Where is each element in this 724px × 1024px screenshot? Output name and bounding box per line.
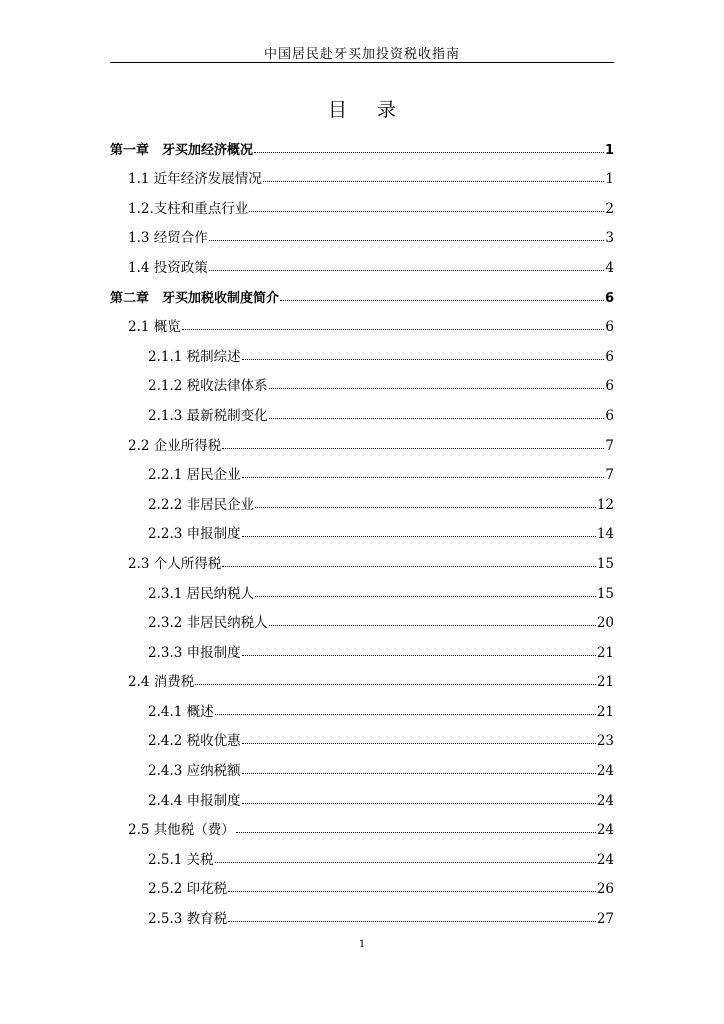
toc-entry[interactable] [110, 515, 614, 545]
toc-entry[interactable] [110, 485, 614, 515]
toc-entry[interactable] [110, 160, 614, 190]
toc-entry-label: 2.4.2 税收优惠 [148, 733, 241, 750]
toc-dot-leader [242, 477, 605, 478]
toc-entry[interactable] [110, 604, 614, 634]
toc-dot-leader [242, 655, 596, 656]
toc-dot-leader [254, 152, 604, 153]
toc-dot-leader [182, 329, 605, 330]
toc-entry-label: 2.3.1 居民纳税人 [148, 585, 255, 602]
toc-dot-leader [242, 743, 596, 744]
toc-entry-page: 1 [605, 171, 614, 188]
toc-entry-label: 2.5.2 印花税 [148, 881, 228, 898]
toc-dot-leader [242, 359, 605, 360]
toc-entry[interactable] [110, 574, 614, 604]
toc-entry-label: 2.2.3 申报制度 [148, 526, 241, 543]
toc-dot-leader [242, 803, 596, 804]
toc-entry[interactable] [110, 278, 614, 308]
toc-dot-leader [249, 211, 604, 212]
toc-entry[interactable] [110, 781, 614, 811]
toc-entry-label: 2.2.1 居民企业 [148, 467, 241, 484]
toc-entry-page: 4 [605, 259, 614, 276]
toc-entry-label: 2.4.1 概述 [148, 703, 214, 720]
toc-entry-page: 26 [596, 881, 614, 898]
toc-entry-page: 2 [605, 200, 614, 217]
toc-entry-label: 2.1 概览 [128, 319, 181, 336]
toc-entry-page: 23 [596, 733, 614, 750]
toc-entry-label: 1.3 经贸合作 [128, 230, 208, 247]
toc-entry[interactable] [110, 456, 614, 486]
toc-entry-page: 3 [605, 230, 614, 247]
toc-entry-label: 2.3.3 申报制度 [148, 644, 241, 661]
toc-dot-leader [269, 625, 596, 626]
toc-entry[interactable] [110, 692, 614, 722]
toc-entry[interactable] [110, 248, 614, 278]
toc-entry[interactable] [110, 811, 614, 841]
toc-entry-label: 1.1 近年经济发展情况 [128, 171, 262, 188]
toc-dot-leader [269, 388, 605, 389]
toc-entry-label: 1.2.支柱和重点行业 [128, 200, 249, 217]
toc-entry-page: 1 [604, 142, 614, 158]
toc-entry[interactable] [110, 189, 614, 219]
toc-entry-label: 1.4 投资政策 [128, 259, 208, 276]
toc-entry-label: 2.4.3 应纳税额 [148, 763, 241, 780]
toc-dot-leader [263, 181, 605, 182]
toc-entry-page: 24 [596, 822, 614, 839]
toc-entry-label: 2.1.3 最新税制变化 [148, 407, 268, 424]
toc-entry-page: 15 [596, 555, 614, 572]
toc-entry-page: 6 [605, 348, 614, 365]
toc-entry-page: 21 [596, 644, 614, 661]
toc-entry[interactable] [110, 308, 614, 338]
toc-dot-leader [236, 832, 596, 833]
toc-entry-page: 21 [596, 703, 614, 720]
toc-entry-label: 2.5.3 教育税 [148, 911, 228, 928]
toc-entry-label: 2.5.1 关税 [148, 851, 214, 868]
toc-entry[interactable] [110, 219, 614, 249]
toc-dot-leader [222, 566, 596, 567]
running-header-title: 中国居民赴牙买加投资税收指南 [263, 47, 460, 62]
toc-entry-page: 24 [596, 792, 614, 809]
table-of-contents [110, 130, 614, 929]
toc-entry-page: 6 [604, 290, 614, 306]
toc-dot-leader [228, 891, 596, 892]
toc-entry-label: 2.4.4 申报制度 [148, 792, 241, 809]
toc-entry-page: 6 [605, 407, 614, 424]
toc-dot-leader [255, 507, 596, 508]
toc-entry-page: 12 [596, 496, 614, 513]
toc-entry-page: 7 [605, 437, 614, 454]
toc-entry-label: 2.1.2 税收法律体系 [148, 378, 268, 395]
toc-entry-label: 第二章 牙买加税收制度简介 [110, 290, 280, 306]
toc-entry[interactable] [110, 722, 614, 752]
toc-entry-label: 2.5 其他税（费） [128, 822, 235, 839]
toc-dot-leader [209, 240, 605, 241]
toc-entry-label: 2.2 企业所得税 [128, 437, 222, 454]
toc-dot-leader [280, 300, 604, 301]
toc-dot-leader [195, 684, 596, 685]
toc-entry-page: 20 [596, 615, 614, 632]
toc-dot-leader [215, 714, 596, 715]
toc-entry[interactable] [110, 870, 614, 900]
toc-entry-page: 27 [596, 911, 614, 928]
toc-entry[interactable] [110, 663, 614, 693]
toc-entry-page: 7 [605, 467, 614, 484]
toc-entry-label: 2.3.2 非居民纳税人 [148, 615, 268, 632]
toc-entry[interactable] [110, 840, 614, 870]
toc-entry[interactable] [110, 544, 614, 574]
toc-dot-leader [255, 596, 596, 597]
toc-dot-leader [269, 418, 605, 419]
toc-dot-leader [209, 270, 605, 271]
toc-entry[interactable] [110, 899, 614, 929]
toc-entry[interactable] [110, 337, 614, 367]
toc-entry[interactable] [110, 751, 614, 781]
toc-entry-page: 6 [605, 378, 614, 395]
toc-entry[interactable] [110, 367, 614, 397]
toc-entry-label: 2.4 消费税 [128, 674, 195, 691]
footer-page-number: 1 [358, 939, 366, 950]
toc-dot-leader [228, 921, 596, 922]
toc-dot-leader [215, 862, 596, 863]
toc-entry-page: 24 [596, 851, 614, 868]
toc-dot-leader [222, 448, 604, 449]
toc-entry-label: 2.1.1 税制综述 [148, 348, 241, 365]
toc-entry[interactable] [110, 130, 614, 160]
toc-entry-page: 6 [605, 319, 614, 336]
toc-entry[interactable] [110, 396, 614, 426]
toc-dot-leader [242, 773, 596, 774]
toc-entry-page: 24 [596, 763, 614, 780]
toc-entry-label: 第一章 牙买加经济概况 [110, 142, 254, 158]
toc-entry-page: 21 [596, 674, 614, 691]
toc-entry-label: 2.2.2 非居民企业 [148, 496, 255, 513]
header-divider [110, 62, 614, 63]
toc-dot-leader [242, 536, 596, 537]
toc-entry-page: 14 [596, 526, 614, 543]
toc-entry[interactable] [110, 633, 614, 663]
toc-entry[interactable] [110, 426, 614, 456]
toc-title: 目录 [327, 99, 426, 121]
toc-entry-page: 15 [596, 585, 614, 602]
toc-entry-label: 2.3 个人所得税 [128, 555, 222, 572]
